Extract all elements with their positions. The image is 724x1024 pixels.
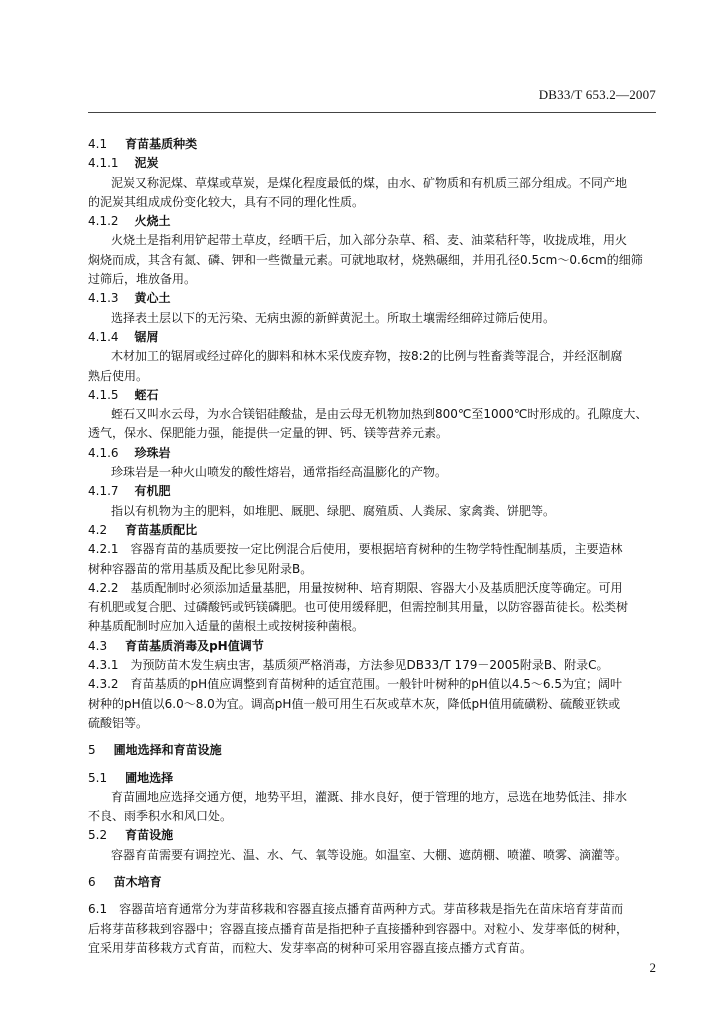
paragraph-text: 透气，保水、保肥能力强，能提供一定量的钾、钙、镁等营养元素。 (88, 426, 449, 441)
paragraph-line (88, 270, 656, 289)
heading-number: 4.1.3 (88, 291, 119, 306)
heading-number: 5.1 (88, 770, 108, 785)
paragraph-text: 硫酸铝等。 (88, 715, 149, 730)
paragraph-text: 选择表土层以下的无污染、无病虫源的新鲜黄泥土。所取土壤需经细碎过筛后使用。 (111, 310, 556, 325)
paragraph-text: 过筛后，堆放备用。 (88, 272, 197, 287)
paragraph-text: 为预防苗木发生病虫害，基质须严格消毒，方法参见DB33/T 179－2005附录B、附录C。 (130, 658, 609, 673)
paragraph-line (88, 807, 656, 826)
heading-title: 苗木培育 (113, 874, 162, 889)
paragraph-line (88, 598, 656, 617)
paragraph-text: 种基质配制时应加入适量的菌根土或按树接种菌根。 (88, 619, 365, 634)
paragraph-line (88, 920, 656, 939)
paragraph-text: 泥炭又称泥煤、草煤或草炭，是煤化程度最低的煤，由水、矿物质和有机质三部分组成。不同产地 (111, 175, 628, 190)
paragraph-line (88, 788, 656, 807)
heading-title: 圃地选择 (125, 770, 174, 785)
paragraph-text: 珍珠岩是一种火山喷发的酸性熔岩，通常指经高温膨化的产物。 (111, 465, 448, 480)
paragraph-text: 树种的pH值以6.0～8.0为宜。调高pH值一般可用生石灰或草木灰，降低pH值用硫磺粉、硫酸亚铁或 (88, 696, 621, 711)
heading-number: 4.1 (88, 137, 108, 151)
heading-number: 4.2 (88, 522, 108, 537)
paragraph-text: 的泥炭其组成成份变化较大，具有不同的理化性质。 (88, 194, 365, 209)
document-body (88, 135, 656, 958)
paragraph-line (88, 900, 656, 919)
section-heading (88, 386, 656, 405)
paragraph-line (88, 502, 656, 521)
heading-title: 珍珠岩 (134, 445, 171, 460)
heading-title: 育苗基质消毒及pH值调节 (125, 638, 264, 653)
section-spacer (88, 892, 656, 900)
paragraph-text: 焖烧而成，其含有氮、磷、钾和一些微量元素。可就地取材，烧熟碾细，并用孔径0.5cm～0.6cm的细筛 (88, 252, 643, 267)
paragraph-line (88, 424, 656, 443)
chapter-heading (88, 873, 656, 892)
section-heading (88, 289, 656, 308)
heading-number: 5 (88, 743, 96, 758)
clause-number: 4.2.1 (88, 542, 119, 557)
section-spacer (88, 761, 656, 769)
paragraph-line (88, 540, 656, 559)
paragraph-text: 育苗圃地应选择交通方便，地势平坦，灌溉、排水良好，便于管理的地方，忌选在地势低洼、排水 (111, 789, 628, 804)
section-heading (88, 769, 656, 788)
heading-number: 4.1.7 (88, 484, 119, 499)
paragraph-text: 容器苗培育通常分为芽苗移栽和容器直接点播育苗两种方式。芽苗移栽是指先在苗床培育芽苗而 (119, 902, 624, 917)
paragraph-line (88, 347, 656, 366)
document-code: DB33/T 653.2—2007 (538, 87, 656, 102)
paragraph-text: 有机肥或复合肥、过磷酸钙或钙镁磷肥。也可使用缓释肥，但需控制其用量，以防容器苗徒长。松类树 (88, 600, 629, 615)
section-heading (88, 154, 656, 173)
heading-number: 4.1.1 (88, 156, 119, 171)
paragraph-line (88, 714, 656, 733)
paragraph-line (88, 560, 656, 579)
page-number: 2 (649, 960, 656, 975)
paragraph-text: 容器育苗需要有调控光、温、水、气、氧等设施。如温室、大棚、遮荫棚、喷灌、喷雾、滴灌等。 (111, 847, 628, 862)
section-spacer (88, 733, 656, 741)
paragraph-text: 木材加工的锯屑或经过碎化的脚料和林木采伐废弃物，按8:2的比例与牲畜粪等混合，并经沤制腐 (111, 349, 623, 364)
paragraph-line (88, 579, 656, 598)
paragraph-line (88, 405, 656, 424)
clause-number: 4.2.2 (88, 580, 119, 595)
heading-title: 锯屑 (134, 329, 159, 344)
section-heading (88, 521, 656, 540)
section-heading (88, 444, 656, 463)
section-heading (88, 482, 656, 501)
clause-number: 4.3.1 (88, 658, 119, 673)
heading-title: 泥炭 (134, 156, 159, 171)
paragraph-text: 蛭石又叫水云母，为水合镁铝硅酸盐，是由云母无机物加热到800℃至1000℃时形成的。孔隙度大、 (111, 407, 648, 422)
paragraph-text: 容器育苗的基质要按一定比例混合后使用，要根据培育树种的生物学特性配制基质，主要造林 (130, 542, 623, 557)
section-heading (88, 328, 656, 347)
header-divider (88, 112, 656, 113)
paragraph-line (88, 193, 656, 212)
paragraph-line (88, 174, 656, 193)
paragraph-line (88, 846, 656, 865)
paragraph-line (88, 251, 656, 270)
heading-number: 6 (88, 874, 96, 889)
paragraph-text: 火烧土是指利用铲起带土草皮，经晒干后，加入部分杂草、稻、麦、油菜秸秆等，收拢成堆，用火 (111, 233, 628, 248)
paragraph-text: 不良、雨季积水和风口处。 (88, 809, 233, 824)
section-heading (88, 637, 656, 656)
heading-number: 4.3 (88, 638, 108, 653)
section-heading (88, 135, 656, 154)
paragraph-line (88, 367, 656, 386)
paragraph-text: 指以有机物为主的肥料，如堆肥、厩肥、绿肥、腐殖质、人粪尿、家禽粪、饼肥等。 (111, 503, 556, 518)
paragraph-text: 后将芽苗移栽到容器中；容器直接点播育苗是指把种子直接播种到容器中。对粒小、发芽率低的树种， (88, 921, 629, 936)
heading-title: 育苗基质种类 (125, 137, 198, 151)
chapter-heading (88, 741, 656, 760)
heading-title: 圃地选择和育苗设施 (113, 743, 222, 758)
paragraph-text: 宜采用芽苗移栽方式育苗，而粒大、发芽率高的树种可采用容器直接点播方式育苗。 (88, 940, 533, 955)
heading-number: 5.2 (88, 828, 108, 843)
clause-number: 6.1 (88, 902, 108, 917)
paragraph-line (88, 309, 656, 328)
paragraph-text: 育苗基质的pH值应调整到育苗树种的适宜范围。一般针叶树种的pH值以4.5～6.5为宜；阔叶 (130, 677, 622, 692)
paragraph-line (88, 695, 656, 714)
paragraph-text: 熟后使用。 (88, 368, 149, 383)
heading-title: 育苗设施 (125, 828, 174, 843)
paragraph-line (88, 675, 656, 694)
paragraph-text: 树种容器苗的常用基质及配比参见附录B。 (88, 561, 313, 576)
heading-number: 4.1.6 (88, 445, 119, 460)
paragraph-line (88, 656, 656, 675)
clause-number: 4.3.2 (88, 677, 119, 692)
paragraph-text: 基质配制时必须添加适量基肥，用量按树种、培育期限、容器大小及基质肥沃度等确定。可用 (130, 580, 623, 595)
section-heading (88, 826, 656, 845)
paragraph-line (88, 617, 656, 636)
section-spacer (88, 865, 656, 873)
heading-number: 4.1.2 (88, 214, 119, 229)
heading-title: 黄心土 (134, 291, 171, 306)
paragraph-line (88, 231, 656, 250)
heading-title: 育苗基质配比 (125, 522, 198, 537)
heading-number: 4.1.5 (88, 387, 119, 402)
heading-number: 4.1.4 (88, 329, 119, 344)
heading-title: 蛭石 (134, 387, 159, 402)
paragraph-line (88, 463, 656, 482)
heading-title: 火烧土 (134, 214, 171, 229)
heading-title: 有机肥 (134, 484, 171, 499)
paragraph-line (88, 939, 656, 958)
section-heading (88, 212, 656, 231)
